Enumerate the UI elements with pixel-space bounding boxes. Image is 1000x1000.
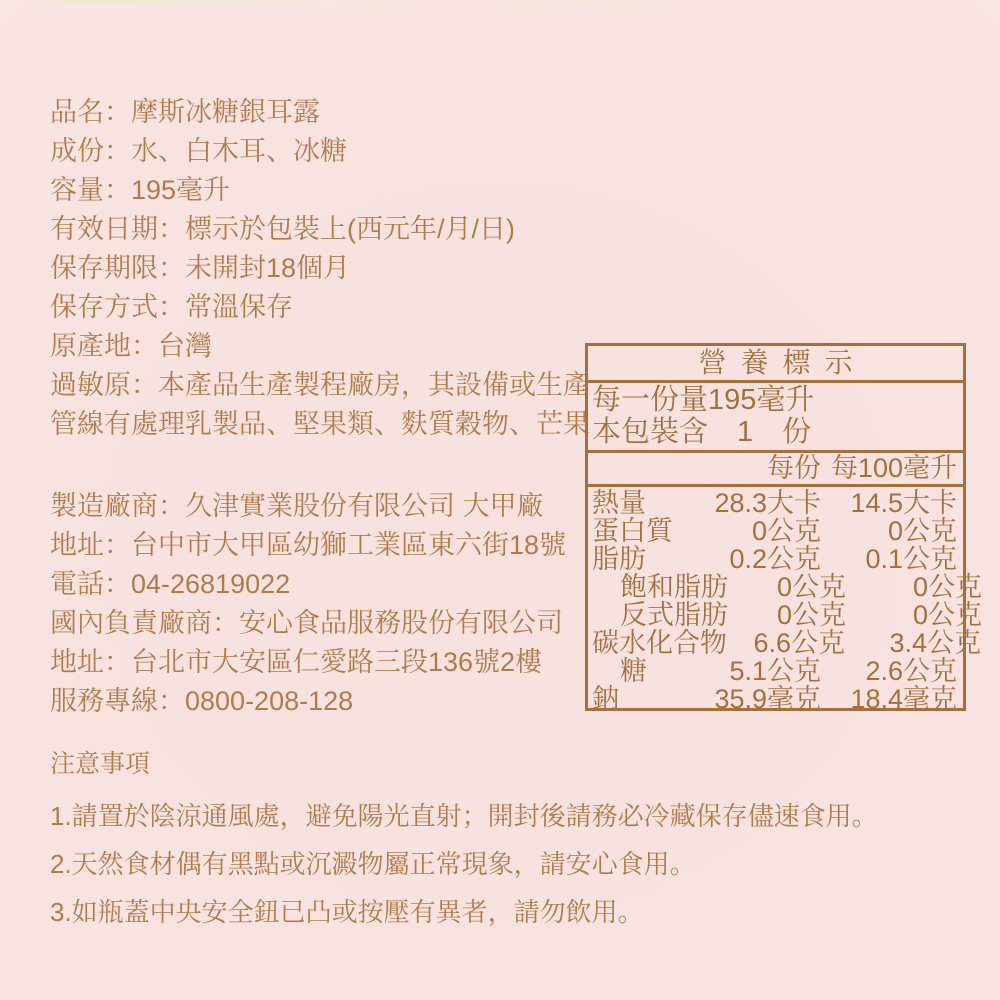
note-item-2: 2.天然食材偶有黑點或沉澱物屬正常現象，請安心食用。 bbox=[50, 849, 696, 879]
nutrient-value-per-serving: 0.2公克 bbox=[729, 544, 821, 574]
nutrient-row-protein bbox=[592, 517, 957, 545]
nutrient-name: 碳水化合物 bbox=[592, 628, 727, 658]
note-item-1: 1.請置於陰涼通風處，避免陽光直射；開封後請務必冷藏保存儘速食用。 bbox=[50, 801, 878, 831]
nutrient-row-trans-fat bbox=[592, 600, 982, 630]
manufacturer-phone-line: 電話：04-26819022 bbox=[50, 569, 291, 599]
nutrient-name: 熱量 bbox=[592, 488, 646, 518]
nutrient-name: 糖 bbox=[620, 656, 647, 686]
notes-block bbox=[50, 748, 878, 936]
product-info-block bbox=[50, 93, 590, 444]
serving-size-line: 每一份量195毫升 bbox=[592, 384, 815, 416]
nutrient-value-per-serving: 28.3大卡 bbox=[714, 488, 821, 518]
servings-per-package-line: 本包裝含 1 份 bbox=[592, 416, 812, 448]
nutrient-value-per-serving: 5.1公克 bbox=[729, 656, 821, 686]
manufacturer-address-line: 地址：台中市大甲區幼獅工業區東六街18號 bbox=[50, 530, 567, 560]
nutrient-rows bbox=[588, 487, 982, 714]
nutrient-value-per-serving: 0公克 bbox=[751, 516, 821, 546]
origin-line: 原產地：台灣 bbox=[50, 331, 212, 361]
nutrient-value-per-100ml: 18.4毫克 bbox=[850, 684, 957, 714]
nutrient-row-sugar bbox=[592, 657, 957, 685]
col-header-per-serving: 每份 bbox=[767, 453, 821, 483]
nutrient-name: 鈉 bbox=[592, 684, 619, 714]
nutrient-name: 飽和脂肪 bbox=[620, 572, 728, 602]
nutrient-value-per-100ml: 0公克 bbox=[912, 572, 982, 602]
service-hotline-line: 服務專線：0800-208-128 bbox=[50, 686, 354, 716]
allergen-line-1: 過敏原：本產品生產製程廠房，其設備或生產 bbox=[50, 370, 590, 400]
nutrient-row-fat bbox=[592, 545, 957, 573]
manufacturer-block bbox=[50, 487, 566, 721]
expiry-date-line: 有效日期：標示於包裝上(西元年/月/日) bbox=[50, 214, 515, 244]
nutrient-name: 脂肪 bbox=[592, 544, 646, 574]
manufacturer-line: 製造廠商：久津實業股份有限公司 大甲廠 bbox=[50, 491, 544, 521]
nutrient-name: 反式脂肪 bbox=[620, 600, 728, 630]
nutrient-value-per-serving: 0公克 bbox=[776, 600, 846, 630]
nutrient-value-per-100ml: 14.5大卡 bbox=[850, 488, 957, 518]
allergen-line-2: 管線有處理乳製品、堅果類、麩質穀物、芒果 bbox=[50, 409, 590, 439]
nutrient-value-per-100ml: 0公克 bbox=[887, 516, 957, 546]
photo-edge-artifact bbox=[0, 0, 1000, 4]
nutrient-value-per-serving: 35.9毫克 bbox=[714, 684, 821, 714]
nutrient-value-per-100ml: 0公克 bbox=[912, 600, 982, 630]
nutrient-value-per-100ml: 3.4公克 bbox=[889, 628, 981, 658]
shelf-life-line: 保存期限：未開封18個月 bbox=[50, 253, 351, 283]
nutrient-row-calories bbox=[592, 489, 957, 517]
nutrient-row-sodium bbox=[592, 685, 957, 713]
nutrient-value-per-serving: 6.6公克 bbox=[753, 628, 845, 658]
volume-line: 容量：195毫升 bbox=[50, 175, 231, 205]
nutrient-row-carbohydrate bbox=[592, 628, 981, 658]
serving-info bbox=[588, 383, 963, 453]
ingredients-line: 成份：水、白木耳、冰糖 bbox=[50, 136, 347, 166]
nutrition-table bbox=[585, 343, 982, 714]
nutrient-name: 蛋白質 bbox=[592, 516, 673, 546]
nutrient-value-per-100ml: 0.1公克 bbox=[865, 544, 957, 574]
nutrient-value-per-100ml: 2.6公克 bbox=[865, 656, 957, 686]
note-item-3: 3.如瓶蓋中央安全鈕已凸或按壓有異者，請勿飲用。 bbox=[50, 897, 644, 927]
nutrition-column-headers bbox=[588, 453, 963, 487]
notes-title: 注意事項 bbox=[50, 750, 151, 778]
nutrition-title: 營養標示 bbox=[588, 346, 963, 383]
storage-method-line: 保存方式：常溫保存 bbox=[50, 292, 293, 322]
col-header-per-100ml: 每100毫升 bbox=[830, 453, 957, 483]
agent-address-line: 地址：台北市大安區仁愛路三段136號2樓 bbox=[50, 647, 543, 677]
domestic-agent-line: 國內負責廠商：安心食品服務股份有限公司 bbox=[50, 608, 563, 638]
nutrient-row-saturated-fat bbox=[592, 572, 982, 602]
product-name-line: 品名：摩斯冰糖銀耳露 bbox=[50, 97, 320, 127]
nutrient-value-per-serving: 0公克 bbox=[776, 572, 846, 602]
